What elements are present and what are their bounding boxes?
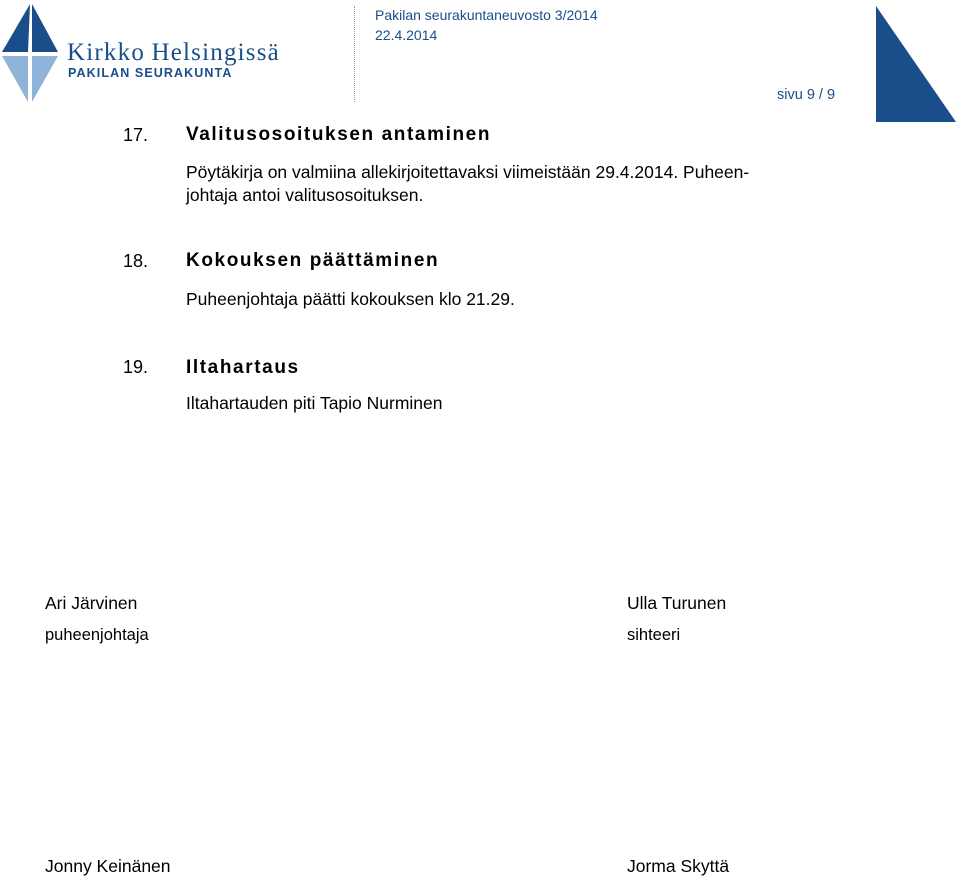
corner-triangle-icon: [876, 6, 956, 122]
org-parish-name: PAKILAN SEURAKUNTA: [68, 66, 233, 80]
header-divider: [354, 6, 355, 102]
section-text-line: Puheenjohtaja päätti kokouksen klo 21.29.: [186, 289, 515, 309]
secretary-role: sihteeri: [627, 626, 681, 644]
section-title: Kokouksen päättäminen: [186, 250, 440, 271]
examiner-name: Jonny Keinänen: [45, 856, 171, 876]
section-text-line: johtaja antoi valitusosoituksen.: [186, 185, 424, 205]
examiner-name: Jorma Skyttä: [627, 856, 730, 876]
section-number: 17.: [123, 125, 149, 145]
secretary-name: Ulla Turunen: [627, 593, 727, 613]
section-title: Valitusosoituksen antaminen: [186, 124, 492, 145]
chair-role: puheenjohtaja: [45, 626, 149, 644]
section-number: 19.: [123, 357, 149, 377]
section-text-line: Iltahartauden piti Tapio Nurminen: [186, 393, 443, 413]
meeting-date: 22.4.2014: [375, 27, 438, 43]
chair-name: Ari Järvinen: [45, 593, 138, 613]
section-title: Iltahartaus: [186, 357, 300, 378]
org-name: Kirkko Helsingissä: [67, 39, 280, 66]
section-number: 18.: [123, 251, 149, 271]
section-text-line: Pöytäkirja on valmiina allekirjoitettavaksi viimeistään 29.4.2014. Puheen-: [186, 162, 750, 182]
meeting-title: Pakilan seurakuntaneuvosto 3/2014: [375, 7, 598, 23]
church-logo-icon: [2, 4, 58, 102]
page-number: sivu 9 / 9: [777, 87, 836, 103]
